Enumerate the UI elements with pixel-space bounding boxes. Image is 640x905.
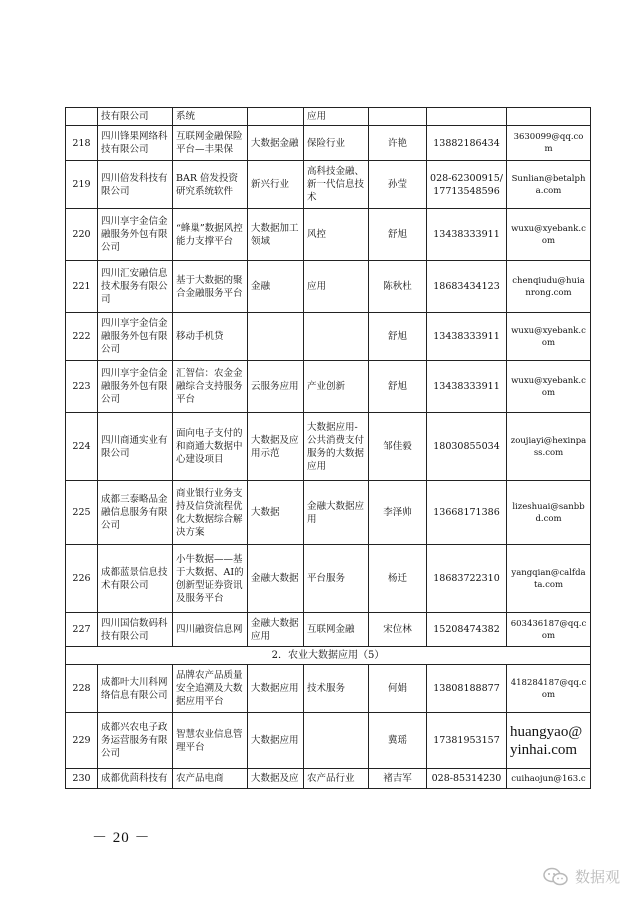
cell-company: 四川汇安融信息技术服务有限公司: [98, 261, 173, 313]
cell-no: 218: [66, 126, 98, 161]
cell-system: “蜂巢”数据风控能力支撑平台: [173, 209, 248, 261]
cell-contact: 何娟: [369, 665, 427, 713]
cell-company: 四川享宇金信金融服务外包有限公司: [98, 313, 173, 361]
cell-company: 成都三泰略品金融信息服务有限公司: [98, 481, 173, 545]
cell-system: 互联网金融保险平台—丰果保: [173, 126, 248, 161]
cell-phone: 18683722310: [427, 545, 507, 613]
table-row: [66, 665, 591, 713]
cell-type: 大数据应用: [248, 713, 304, 769]
cell-contact: 孙莹: [369, 161, 427, 209]
cell-email: 418284187@qq.com: [507, 665, 591, 713]
cell-system: 农产品电商: [173, 769, 248, 789]
cell-type: 大数据: [248, 481, 304, 545]
cell-email: wuxu@xyebank.com: [507, 209, 591, 261]
cell-phone: 13808188877: [427, 665, 507, 713]
cell-field: 产业创新: [304, 361, 369, 413]
cell-company: 四川锋果网络科技有限公司: [98, 126, 173, 161]
table-row: [66, 209, 591, 261]
table-row: [66, 313, 591, 361]
table-row: [66, 545, 591, 613]
cell-type: 大数据应用: [248, 665, 304, 713]
cell-phone: 13438333911: [427, 313, 507, 361]
cell-phone: 13882186434: [427, 126, 507, 161]
cell-field: 互联网金融: [304, 613, 369, 647]
cell-email: yangqian@calfdata.com: [507, 545, 591, 613]
cell-phone: 028-85314230: [427, 769, 507, 789]
cell-company: 四川国信数码科技有限公司: [98, 613, 173, 647]
company-table: [65, 107, 591, 789]
cell-field: 平台服务: [304, 545, 369, 613]
cell-email: 3630099@qq.com: [507, 126, 591, 161]
cell-type: 新兴行业: [248, 161, 304, 209]
cell-company: 四川商通实业有限公司: [98, 413, 173, 481]
cell-contact: 舒旭: [369, 209, 427, 261]
cell-type: 大数据加工领域: [248, 209, 304, 261]
cell-type: 大数据及应: [248, 769, 304, 789]
cell-no: 230: [66, 769, 98, 789]
cell-no: 229: [66, 713, 98, 769]
cell-no: 227: [66, 613, 98, 647]
cell-company: 四川享宇金信金融服务外包有限公司: [98, 209, 173, 261]
watermark: [543, 866, 620, 887]
cell-contact: 宋位林: [369, 613, 427, 647]
cell-system: 系统: [173, 108, 248, 126]
cell-system: 面向电子支付的和商通大数据中心建设项目: [173, 413, 248, 481]
cell-field: [304, 313, 369, 361]
cell-type: 大数据及应用示范: [248, 413, 304, 481]
table-row: [66, 613, 591, 647]
cell-system: 四川融资信息网: [173, 613, 248, 647]
cell-system: 智慧农业信息管理平台: [173, 713, 248, 769]
cell-field: 农产品行业: [304, 769, 369, 789]
cell-field: 应用: [304, 108, 369, 126]
cell-email: chenqiudu@huianrong.com: [507, 261, 591, 313]
table-row: [66, 481, 591, 545]
cell-field: 风控: [304, 209, 369, 261]
cell-field: 保险行业: [304, 126, 369, 161]
cell-system: 品牌农产品质量安全追溯及大数据应用平台: [173, 665, 248, 713]
table-row: [66, 769, 591, 789]
cell-company: 成都蓝景信息技术有限公司: [98, 545, 173, 613]
cell-system: 小牛数据——基于大数据、AI的创新型证券资讯及服务平台: [173, 545, 248, 613]
table-row: [66, 361, 591, 413]
page-number: － 20 －: [92, 830, 151, 846]
cell-phone: 13438333911: [427, 361, 507, 413]
cell-no: 220: [66, 209, 98, 261]
cell-field: 技术服务: [304, 665, 369, 713]
cell-company: 四川享宇金信金融服务外包有限公司: [98, 361, 173, 413]
cell-phone: 028-62300915/17713548596: [427, 161, 507, 209]
cell-email: huangyao@yinhai.com: [507, 713, 591, 769]
cell-type: 云服务应用: [248, 361, 304, 413]
watermark-text: 数据观: [574, 868, 620, 886]
cell-email: cuihaojun@163.c: [507, 769, 591, 789]
cell-email: 603436187@qq.com: [507, 613, 591, 647]
cell-no: 219: [66, 161, 98, 209]
cell-system: 移动手机贷: [173, 313, 248, 361]
cell-phone: 18030855034: [427, 413, 507, 481]
cell-no: [66, 108, 98, 126]
cell-field: 应用: [304, 261, 369, 313]
table-row: [66, 126, 591, 161]
cell-contact: 李泽帅: [369, 481, 427, 545]
cell-phone: 13438333911: [427, 209, 507, 261]
cell-contact: 褚吉军: [369, 769, 427, 789]
cell-phone: 18683434123: [427, 261, 507, 313]
cell-company: 成都优茴科技有: [98, 769, 173, 789]
cell-no: 228: [66, 665, 98, 713]
table-row: [66, 161, 591, 209]
cell-company: 成都叶大川科网络信息有限公司: [98, 665, 173, 713]
cell-email: [507, 108, 591, 126]
cell-company: 技有限公司: [98, 108, 173, 126]
cell-email: lizeshuai@sanbbd.com: [507, 481, 591, 545]
cell-field: 金融大数据应用: [304, 481, 369, 545]
cell-email: Sunlian@betalpha.com: [507, 161, 591, 209]
table-row: [66, 713, 591, 769]
cell-no: 222: [66, 313, 98, 361]
cell-system: BAR 倍发投资研究系统软件: [173, 161, 248, 209]
cell-contact: 舒旭: [369, 361, 427, 413]
cell-contact: 舒旭: [369, 313, 427, 361]
cell-type: 金融: [248, 261, 304, 313]
cell-contact: 冀瑶: [369, 713, 427, 769]
table-row: [66, 108, 591, 126]
cell-email: wuxu@xyebank.com: [507, 313, 591, 361]
cell-no: 221: [66, 261, 98, 313]
cell-no: 225: [66, 481, 98, 545]
table-row: [66, 261, 591, 313]
cell-type: 金融大数据应用: [248, 613, 304, 647]
cell-type: 大数据金融: [248, 126, 304, 161]
cell-field: 高科技金融、新一代信息技术: [304, 161, 369, 209]
cell-email: zoujiayi@hexinpass.com: [507, 413, 591, 481]
cell-contact: 邹佳毅: [369, 413, 427, 481]
cell-type: [248, 108, 304, 126]
cell-contact: [369, 108, 427, 126]
cell-phone: 13668171386: [427, 481, 507, 545]
cell-system: 基于大数据的聚合金融服务平台: [173, 261, 248, 313]
cell-system: 汇智信：农金金融综合支持服务平台: [173, 361, 248, 413]
cell-contact: 陈秋杜: [369, 261, 427, 313]
cell-field: [304, 713, 369, 769]
cell-field: 大数据应用-公共消费支付服务的大数据应用: [304, 413, 369, 481]
cell-contact: 许艳: [369, 126, 427, 161]
cell-type: 金融大数据: [248, 545, 304, 613]
cell-company: 四川倍发科技有限公司: [98, 161, 173, 209]
cell-contact: 杨迁: [369, 545, 427, 613]
cell-no: 224: [66, 413, 98, 481]
cell-company: 成都兴农电子政务运营服务有限公司: [98, 713, 173, 769]
wechat-icon: [543, 867, 569, 887]
cell-phone: [427, 108, 507, 126]
section-row: [66, 647, 591, 665]
cell-no: 226: [66, 545, 98, 613]
cell-system: 商业银行业务支持及信贷流程优化大数据综合解决方案: [173, 481, 248, 545]
cell-phone: 15208474382: [427, 613, 507, 647]
cell-type: [248, 313, 304, 361]
section-heading: 2．农业大数据应用（5）: [66, 647, 591, 665]
cell-phone: 17381953157: [427, 713, 507, 769]
cell-email: wuxu@xyebank.com: [507, 361, 591, 413]
table-row: [66, 413, 591, 481]
cell-no: 223: [66, 361, 98, 413]
